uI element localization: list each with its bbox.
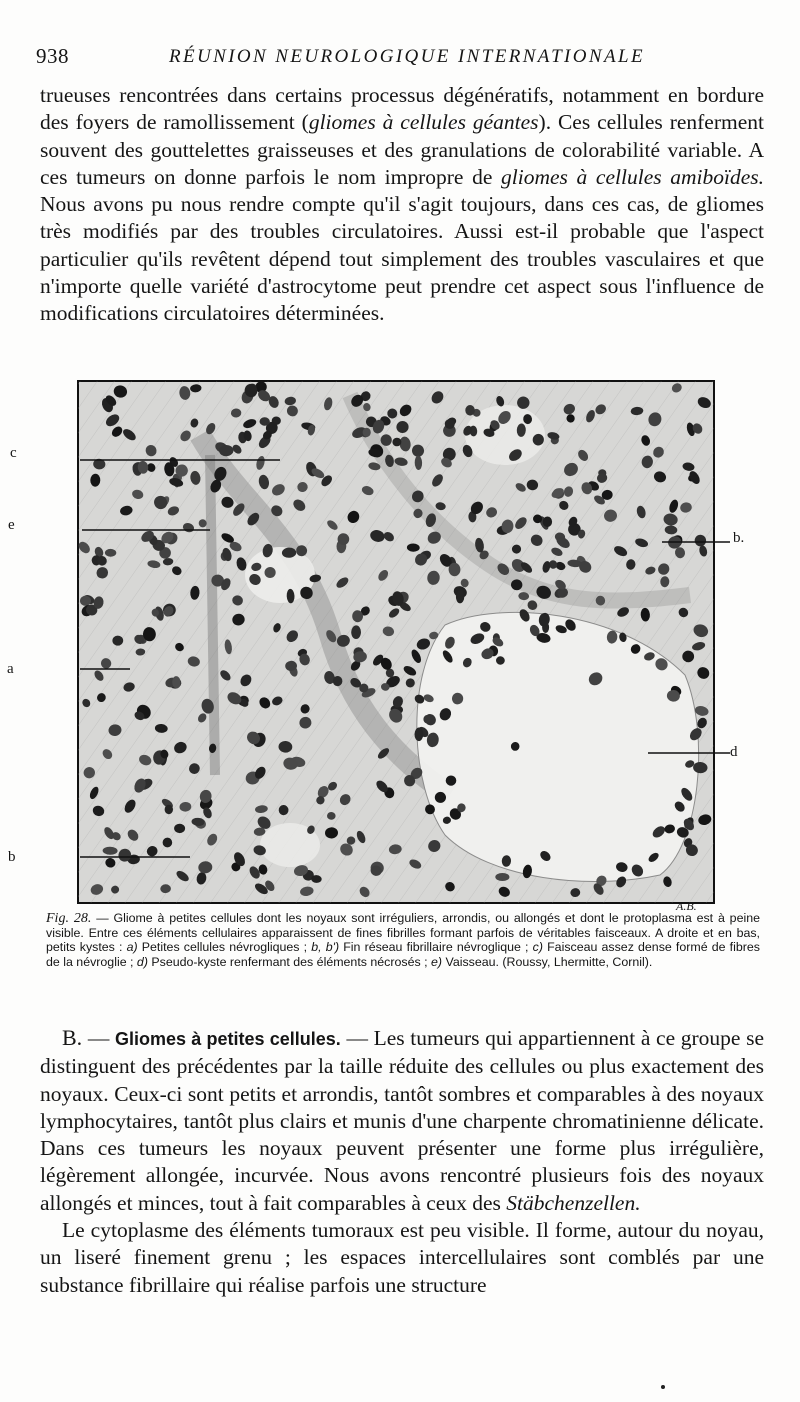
section-paragraph-1-emphasis: Stäbchenzellen. [506, 1190, 641, 1215]
caption-key-e: e) [431, 954, 443, 969]
nucleus [543, 517, 552, 528]
print-speck [661, 1385, 665, 1389]
intro-text-1: trueuses rencontrées dans certains processus dégénératifs, notamment en bordure des foyers de ramollissement ( [40, 83, 764, 135]
artist-initials: A.B. [676, 899, 697, 913]
page-number: 938 [36, 44, 69, 68]
figure-label-d: d [730, 744, 738, 760]
caption-text-1: Gliome à petites cellules dont les noyaux sont irréguliers, arrondis, ou allongés et dont le protoplasma est à peine visible. Entre ces éléments cellulaires apparaissent de fines fibrilles formant parfois de véritables faisceaux. A droite et en bas, petits kystes : [46, 911, 761, 955]
section-heading: Gliomes à petites cellules. [114, 1029, 341, 1049]
section-b [40, 1024, 764, 1299]
vessel-e [210, 455, 215, 775]
section-label: B. [62, 1025, 83, 1050]
intro-text-2: ). Ces cellules renferment souvent des gouttelettes graisseuses et des granulations de colorabilité variable. A ces tumeurs on donne parfois le nom impropre de [40, 110, 764, 189]
caption-text-2: Petites cellules névrogliques ; [137, 940, 312, 955]
section-dash-1: — [82, 1026, 115, 1050]
caption-text-3: Fin réseau fibrillaire névroglique ; [339, 940, 533, 955]
micrograph-illustration [50, 375, 754, 910]
figure-label-b-left: b [8, 849, 16, 865]
intro-paragraph [40, 82, 764, 328]
figure-label-a: a [7, 661, 14, 677]
caption-text-4: Faisceau assez dense formé de fibres de la névroglie ; [46, 940, 760, 969]
intro-emphasis-1: gliomes à cellules géantes [308, 110, 539, 135]
caption-key-a: a) [126, 940, 138, 955]
figure-label-b-right: b. [733, 530, 745, 546]
figure-label-c: c [10, 445, 17, 461]
nucleus [363, 428, 371, 437]
micrograph-figure [50, 375, 754, 910]
caption-key-c: c) [532, 940, 543, 955]
figure-caption [46, 911, 760, 969]
intro-text-3: Nous avons pu nous rendre compte qu'il s'agit toujours, dans ces cas, de gliomes très modifiés par des troubles circulatoires. Aussi est-il probable que l'aspect particulier qu'ils revêtent dépend tout simplement des troubles vasculaires et que n'importe quelle variété d'astrocytome peut prendre cet aspect sous l'influence de modifications circulatoires déterminées. [40, 192, 764, 326]
caption-text-6: Vaisseau. (Roussy, Lhermitte, Cornil). [442, 954, 653, 969]
section-paragraph-1-text: Les tumeurs qui appartiennent à ce groupe se distinguent des précédentes par la taille réduite des cellules ou plus exactement des noyaux. Ceux-ci sont petits et arrondis, tantôt sombres et comparables à des noyaux lymphocytaires, tantôt plus clairs et munis d'une charpente chromatinienne délicate. Dans ces tumeurs les noyaux peuvent présenter une forme plus irrégulière, légèrement allongée, incurvée. Nous avons rencontré plusieurs fois des noyaux allongés et minces, tout à fait comparables à ceux des [40, 1026, 764, 1215]
pseudo-cyst-d [417, 612, 699, 881]
figure-label-e: e [8, 517, 15, 533]
caption-dash: — [91, 911, 114, 925]
caption-text-5: Pseudo-kyste renfermant des éléments nécrosés ; [147, 954, 432, 969]
running-head [36, 44, 766, 74]
caption-key-b: b, b') [311, 940, 340, 955]
intro-emphasis-2: gliomes à cellules amiboïdes. [501, 164, 764, 189]
running-title: RÉUNION NEUROLOGIQUE INTERNATIONALE [169, 46, 645, 67]
caption-key-d: d) [136, 954, 148, 969]
caption-figure-number: Fig. 28. [46, 911, 92, 926]
section-dash-2: — [340, 1026, 374, 1050]
section-paragraph-2: Le cytoplasme des éléments tumoraux est peu visible. Il forme, autour du noyau, un liseré finement grenu ; les espaces intercellulaires sont comblés par une substance fibrillaire qui réalise parfois une structure [40, 1218, 764, 1297]
nucleus [495, 873, 509, 881]
